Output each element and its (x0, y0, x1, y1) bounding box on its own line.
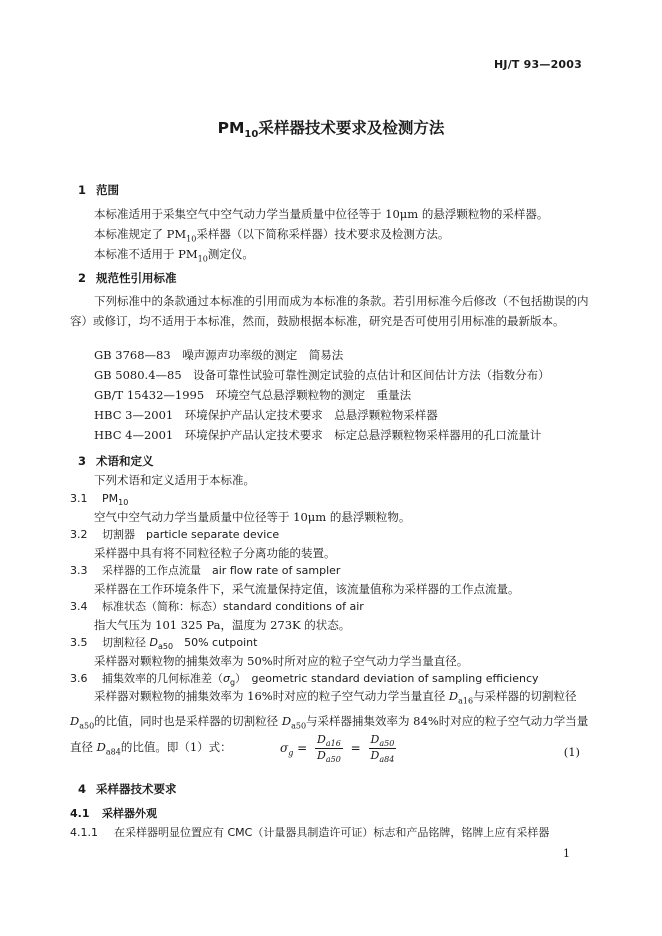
term-3-1-definition: 空气中空气动力学当量质量中位径等于 10μm 的悬浮颗粒物。 (94, 510, 411, 524)
section-1-para-1: 本标准适用于采集空气中空气动力学当量质量中位径等于 10μm 的悬浮颗粒物的采样器。 (94, 207, 549, 221)
term-3-3: 3.3 采样器的工作点流量 air flow rate of sampler (70, 564, 341, 577)
reference-item: GB 5080.4—85 设备可靠性试验可靠性测定试验的点估计和区间估计方法（指数分布） (94, 368, 550, 382)
section-3-intro: 下列术语和定义适用于本标准。 (94, 473, 255, 487)
reference-item: HBC 3—2001 环境保护产品认定技术要求 总悬浮颗粒物采样器 (94, 408, 438, 422)
term-3-2: 3.2 切割器 particle separate device (70, 528, 280, 541)
section-1-para-2: 本标准规定了 $PM_{10}$采样器（以下简称采样器）技术要求及检测方法。 (94, 227, 450, 244)
term-3-3-definition: 采样器在工作环境条件下，采气流量保持定值，该流量值称为采样器的工作点流量。 (94, 582, 520, 596)
reference-item: GB 3768—83 噪声源声功率级的测定 简易法 (94, 348, 344, 362)
fraction-1: $\frac{D_{a16}}{D_{a50}}$ (317, 733, 341, 765)
subsection-4-1: 4.1 采样器外观 (70, 807, 157, 820)
standard-code: HJ/T 93—2003 (494, 58, 582, 71)
term-3-5-definition: 采样器对颗粒物的捕集效率为 50%时所对应的粒子空气动力学当量直径。 (94, 654, 469, 668)
page-title: $PM_{10}$采样器技术要求及检测方法 (217, 119, 445, 141)
section-2-intro: 下列标准中的条款通过本标准的引用而成为本标准的条款。若引用标准今后修改（不包括勘误的内容）或修订，均不适用于本标准，然而，鼓励根据本标准，研究是否可使用引用标准的最新版本。 (70, 294, 589, 328)
term-3-4: 3.4 标准状态（简称：标态）standard conditions of air (70, 600, 364, 613)
equation-number: (1) (563, 745, 580, 759)
term-3-4-definition: 指大气压为 101 325 Pa，温度为 273K 的状态。 (94, 618, 351, 632)
term-3-1: 3.1 $PM_{10}$ (70, 492, 129, 508)
section-2-heading: 2 规范性引用标准 (78, 271, 177, 285)
term-3-6: 3.6 捕集效率的几何标准差$(\sigma_g)$ geometric standard deviation of sampling efficiency (70, 672, 539, 688)
reference-item: HBC 4—2001 环境保护产品认定技术要求 标定总悬浮颗粒物采样器用的孔口流量计 (94, 428, 542, 442)
term-3-6-definition: 采样器对颗粒物的捕集效率为 16%时对应的粒子空气动力学当量直径 $D_{a16}$与采样器的切割粒径 $D_{a50}$的比值，同时也是采样器的切割粒径 $D_{a50}$与采样器捕集效率为 84%时对应的粒子空气动力学当量直径 $D_{a84}$的比值。即（1）式： (70, 689, 589, 756)
formula-1: $\sigma_g$ = $\frac{D_{a16}}{D_{a50}}$ = $\frac{D_{a50}}{D_{a84}}$ (280, 733, 395, 765)
term-3-5: 3.5 切割粒径 $D_{a50}$ 50% cutpoint (70, 636, 258, 652)
page-number: 1 (563, 847, 570, 860)
section-1-heading: 1 范围 (78, 183, 119, 197)
fraction-2: $\frac{D_{a50}}{D_{a84}}$ (370, 733, 395, 765)
term-3-2-definition: 采样器中具有将不同粒径粒子分离功能的装置。 (94, 546, 336, 560)
section-1-para-3: 本标准不适用于 $PM_{10}$测定仪。 (94, 247, 254, 264)
section-4-heading: 4 采样器技术要求 (78, 782, 177, 796)
clause-4-1-1: 4.1.1 在采样器明显位置应有 CMC（计量器具制造许可证）标志和产品铭牌，铭牌上应有采样器 (70, 826, 550, 839)
reference-item: GB/T 15432—1995 环境空气总悬浮颗粒物的测定 重量法 (94, 388, 412, 402)
section-3-heading: 3 术语和定义 (78, 454, 154, 468)
